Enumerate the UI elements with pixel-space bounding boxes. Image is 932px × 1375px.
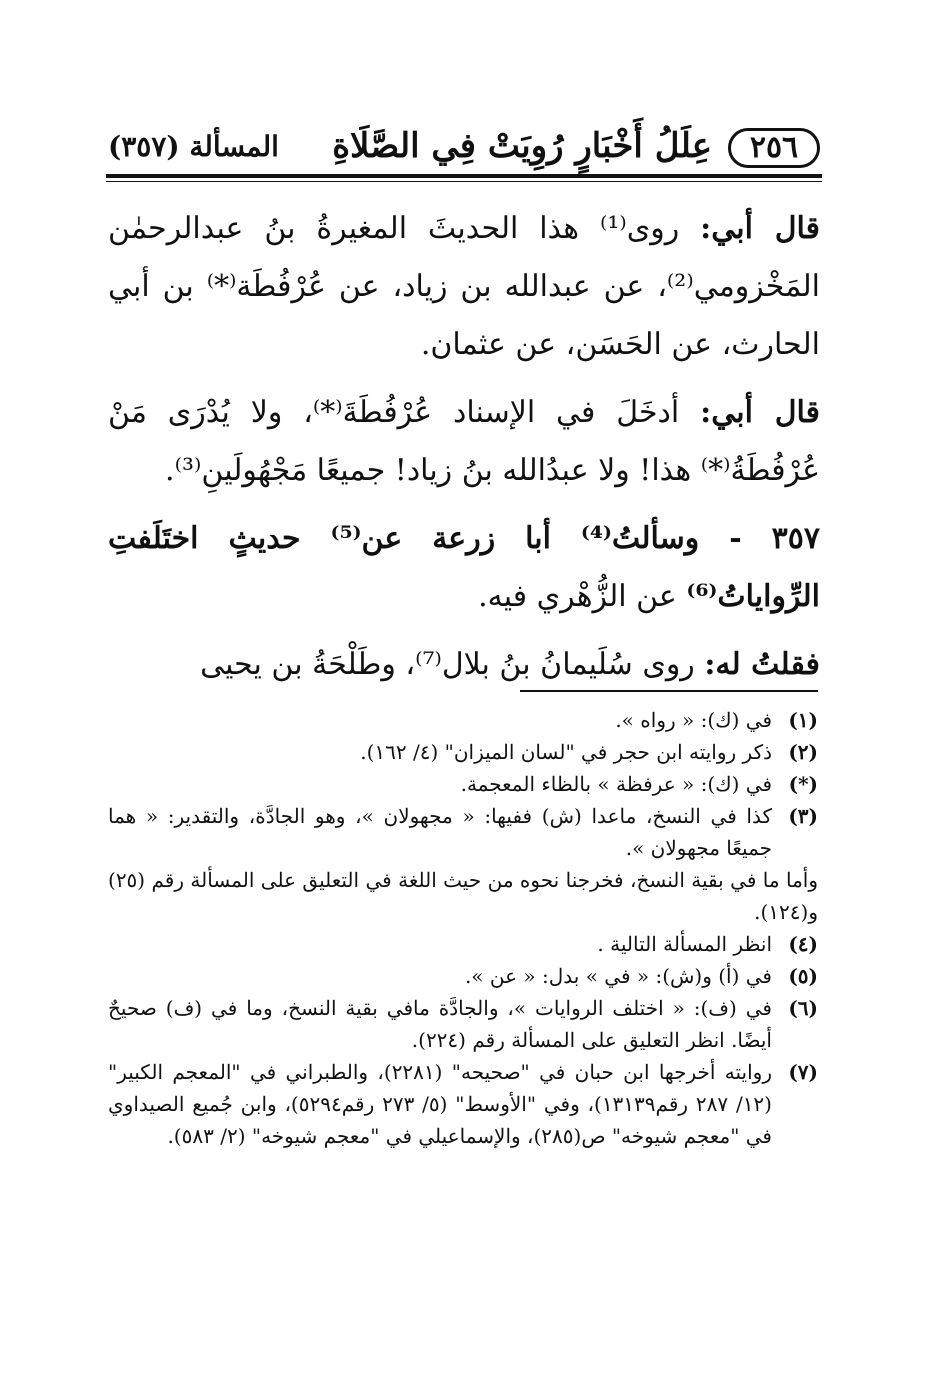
footnote-text: في (أ) و(ش): « في » بدل: « عن ». bbox=[464, 964, 772, 988]
paragraph-text: روى سُلَيمانُ بنُ بلال⁽⁷⁾، وطَلْحَةُ بن يحيى bbox=[200, 647, 695, 682]
footnote-number: (٥) bbox=[788, 964, 818, 988]
footnote bbox=[108, 800, 818, 864]
header-rule-thin bbox=[106, 181, 822, 182]
footnote-text: روايته أخرجها ابن حبان في "صحيحه" (٢٢٨١)، والطبراني في "المعجم الكبير" (١٢/ ٢٨٧ رقم١٣١٣٩)، وفي "الأوسط" (٥/ ٢٧٣ رقم٥٢٩٤)، وابن جُميع الصيداوي في "معجم شيوخه" ص(٢٨٥)، والإسماعيلي في "معجم شيوخه" (٢/ ٥٨٣). bbox=[108, 1060, 772, 1148]
footnote-text: وأما ما في بقية النسخ، فخرجنا نحوه من حيث اللغة في التعليق على المسألة رقم (٢٥) و(١٢٤). bbox=[108, 868, 818, 924]
footnote-text: في (ك): « عرفظة » بالظاء المعجمة. bbox=[460, 772, 772, 796]
footnote-number: (٦) bbox=[788, 996, 818, 1020]
book-title: عِلَلُ أَخْبَارٍ رُوِيَتْ فِي الصَّلَاةِ bbox=[332, 126, 712, 166]
footnote-number: (١) bbox=[788, 708, 818, 732]
footnotes bbox=[108, 704, 818, 1152]
footnote-number: (٧) bbox=[788, 1060, 818, 1084]
paragraph-3 bbox=[108, 510, 820, 626]
footnote bbox=[108, 1056, 818, 1152]
footnote-text: في (ف): « اختلف الروايات »، والجادَّة مافي بقية النسخ، وما في (ف) صحيحٌ أيضًا. انظر التعليق على المسألة رقم (٢٢٤). bbox=[108, 996, 772, 1052]
paragraph-4 bbox=[108, 636, 820, 694]
paragraph-lead: فقلتُ له: bbox=[704, 647, 820, 682]
footnote bbox=[108, 736, 818, 768]
footnote-number: (٢) bbox=[788, 740, 818, 764]
footnote-text: كذا في النسخ، ماعدا (ش) ففيها: « مجهولان »، وهو الجادَّة، والتقدير: « هما جميعًا مجهولان ». bbox=[108, 804, 772, 860]
question-heading: ٣٥٧ - وسألتُ⁽⁴⁾ أبا زرعة عن⁽⁵⁾ حديثٍ اختَلَفتِ الرِّواياتُ⁽⁶⁾ bbox=[108, 521, 821, 614]
main-text bbox=[108, 200, 820, 704]
footnote bbox=[108, 704, 818, 736]
header-rule bbox=[106, 174, 822, 178]
footnote bbox=[108, 992, 818, 1056]
footnote-number: (٣) bbox=[788, 804, 818, 828]
footnote-number: (*) bbox=[788, 772, 818, 796]
footnote-continuation bbox=[108, 864, 818, 928]
footnote bbox=[108, 960, 818, 992]
footnote bbox=[108, 928, 818, 960]
issue-reference: المسألة (٣٥٧) bbox=[108, 130, 279, 163]
paragraph-2 bbox=[108, 384, 820, 500]
footnote-separator bbox=[520, 690, 818, 692]
page-header bbox=[108, 122, 820, 174]
paragraph-text: أدخَلَ في الإسناد عُرْفُطَةَ⁽*⁾، ولا يُدْرَى مَنْ عُرْفُطَةُ⁽*⁾ هذا! ولا عبدُالله بنُ زياد! جميعًا مَجْهُولَينِ⁽³⁾. bbox=[108, 395, 820, 488]
page-number: ٢٥٦ bbox=[728, 128, 820, 168]
footnote-number: (٤) bbox=[788, 932, 818, 956]
footnote-text: ذكر روايته ابن حجر في "لسان الميزان" (٤/ ١٦٢). bbox=[360, 740, 772, 764]
footnote-text: في (ك): « رواه ». bbox=[615, 708, 772, 732]
paragraph-lead: قال أبي: bbox=[700, 211, 820, 246]
paragraph-text: عن الزُّهْري فيه. bbox=[478, 579, 677, 614]
paragraph-lead: قال أبي: bbox=[700, 395, 820, 430]
footnote bbox=[108, 768, 818, 800]
paragraph-text: روى⁽¹⁾ هذا الحديثَ المغيرةُ بنُ عبدالرحمٰن المَخْزومي⁽²⁾، عن عبدالله بن زياد، عن عُرْفُطَة⁽*⁾ بن أبي الحارث، عن الحَسَن، عن عثمان. bbox=[108, 211, 820, 362]
paragraph-1 bbox=[108, 200, 820, 374]
footnote-text: انظر المسألة التالية . bbox=[597, 932, 772, 956]
